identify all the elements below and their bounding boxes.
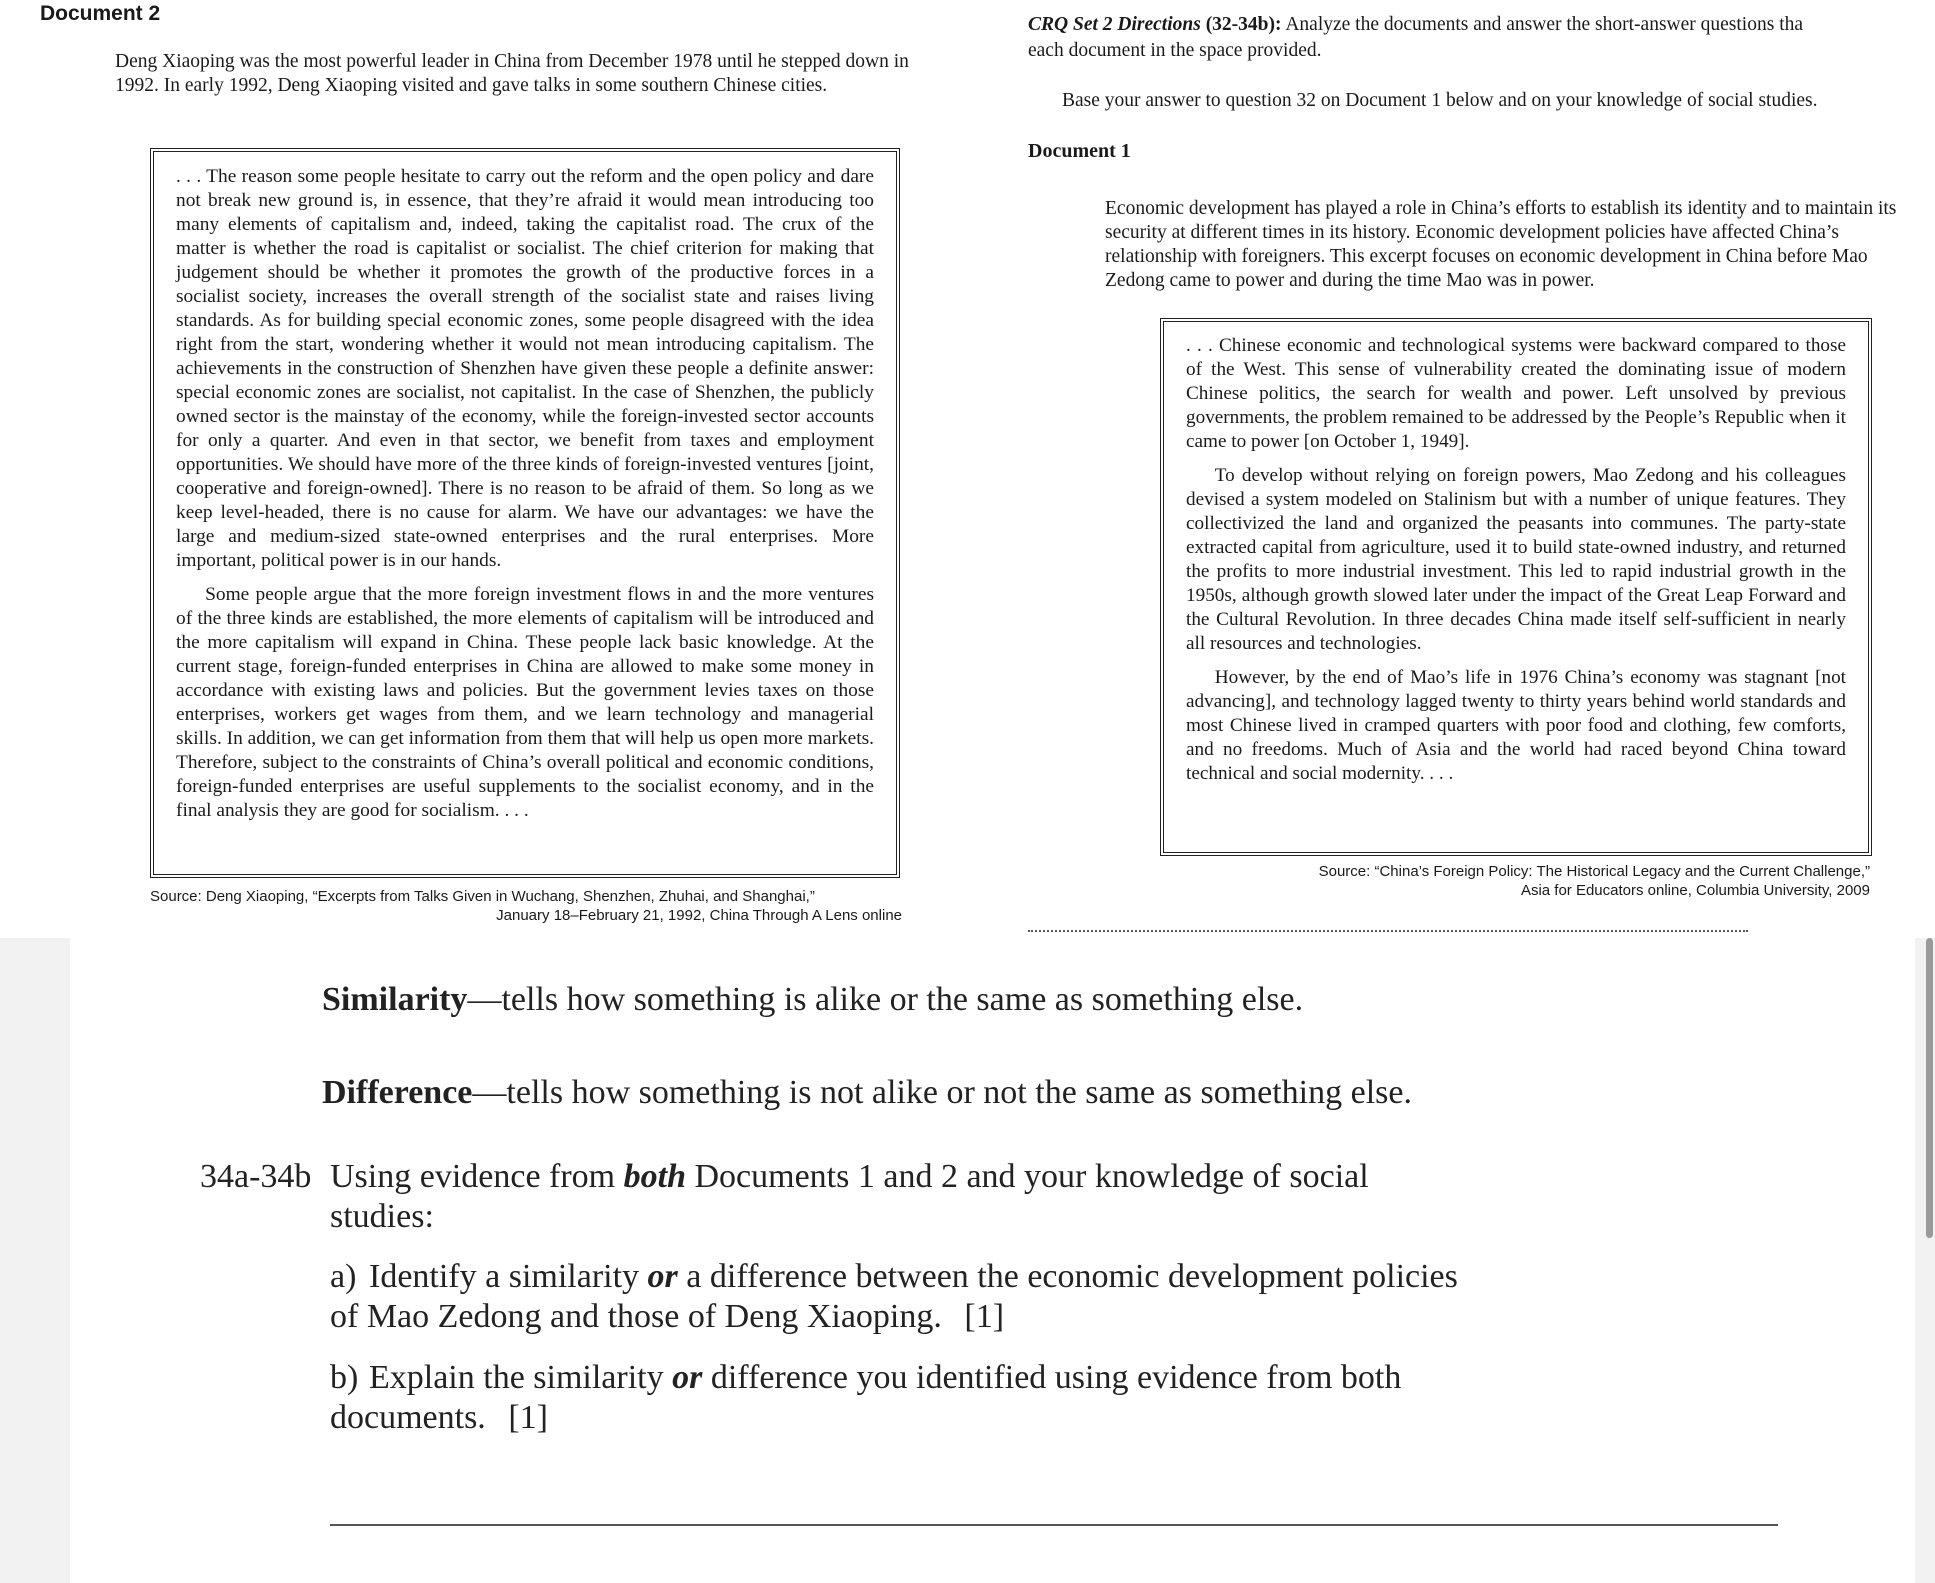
similarity-text: —tells how something is alike or the same as something else. — [467, 981, 1304, 1018]
question-34-stem-pre: Using evidence from — [330, 1158, 616, 1195]
panel-left-margin — [0, 938, 70, 1583]
similarity-term: Similarity — [322, 981, 468, 1018]
part-a-post: a difference between the economic development policies of Mao Zedong and those of Deng Xiaoping. — [330, 1258, 1458, 1335]
part-b-post: difference you identified using evidence from both documents. — [330, 1359, 1402, 1436]
document-2-excerpt-paragraph-2: Some people argue that the more foreign investment flows in and the more ventures of the three kinds are established, the more elements of capitalism will be introduced and the more capitalism will expand in China. These people lack basic knowledge. At the current stage, foreign-funded enterprises in China are allowed to make some money in accordance with existing laws and policies. But the government levies taxes on those enterprises, workers get wages from them, and we learn technology and managerial skills. In addition, we can get information from them that will help us open more markets. Therefore, subject to the constraints of China’s overall political and economic conditions, foreign-funded enterprises are useful supplements to the socialist economy, and in the final analysis they are good for socialism. . . . — [176, 584, 874, 821]
question-34-part-b — [330, 1358, 1480, 1438]
document-1-excerpt-paragraph-1: . . . Chinese economic and technological systems were backward compared to those of the West. This sense of vulnerability created the dominating issue of modern Chinese politics, the search for wealth and power. Left unsolved by previous governments, the problem remained to be addressed by the People’s Republic when it came to power [on October 1, 1949]. — [1186, 335, 1846, 452]
crq-directions — [1028, 12, 1935, 64]
crq-directions-range: (32-34b): — [1205, 14, 1282, 35]
document-1-source-line-2: Asia for Educators online, Columbia University, 2009 — [1520, 882, 1870, 899]
document-2-heading: Document 2 — [40, 2, 161, 25]
document-2-excerpt-paragraph-1: . . . The reason some people hesitate to carry out the reform and the open policy and dare not break new ground is, in essence, that they’re afraid it would mean introducing too many elements of capitalism and, indeed, taking the capitalist road. The crux of the matter is whether the road is capitalist or socialist. The chief criterion for making that judgement should be whether it promotes the growth of the productive forces in a socialist society, increases the overall strength of the socialist state and raises living standards. As for building special economic zones, some people disagreed with the idea right from the start, wondering whether it would not mean introducing capitalism. The achievements in the construction of Shenzhen have given these people a definite answer: special economic zones are socialist, not capitalist. In the case of Shenzhen, the publicly owned sector is the mainstay of the economy, while the foreign-invested sector accounts for only a quarter. And even in that sector, we benefit from taxes and employment opportunities. We should have more of the three kinds of foreign-invested ventures [joint, cooperative and foreign-owned]. There is no reason to be afraid of them. So long as we keep level-headed, there is no cause for alarm. We have our advantages: we have the large and medium-sized state-owned enterprises and the rural enterprises. More important, political power is in our hands. — [176, 166, 874, 571]
document-2-intro: Deng Xiaoping was the most powerful leader in China from December 1978 until he stepped down in 1992. In early 1992, Deng Xiaoping visited and gave talks in some southern Chinese cities. — [115, 51, 909, 96]
part-b-or: or — [672, 1359, 703, 1396]
difference-text: —tells how something is not alike or not the same as something else. — [472, 1074, 1412, 1111]
document-1-excerpt-box — [1160, 318, 1872, 856]
part-b-points: [1] — [508, 1399, 548, 1436]
difference-term: Difference — [322, 1074, 473, 1111]
document-2-source-line-1: Source: Deng Xiaoping, “Excerpts from Talks Given in Wuchang, Shenzhen, Zhuhai, and Shanghai,” — [150, 888, 815, 905]
document-1-heading: Document 1 — [1028, 140, 1131, 162]
document-1-intro: Economic development has played a role in China’s efforts to establish its identity and to maintain its security at different times in its history. Economic development policies have affected China’s relationship with foreigners. This excerpt focuses on economic development in China before Mao Zedong came to power and during the time Mao was in power. — [1105, 198, 1897, 291]
crq-directions-label: CRQ Set 2 Directions — [1028, 14, 1201, 35]
part-b-pre: Explain the similarity — [369, 1359, 664, 1396]
part-a-or: or — [647, 1258, 678, 1295]
answer-line[interactable] — [330, 1524, 1778, 1526]
part-a-pre: Identify a similarity — [369, 1258, 640, 1295]
document-1-source-line-1: Source: “China’s Foreign Policy: The Historical Legacy and the Current Challenge,” — [1318, 863, 1870, 880]
question-34-number: 34a-34b — [200, 1158, 312, 1195]
question-32-prompt: Base your answer to question 32 on Document 1 below and on your knowledge of social studies. — [1062, 90, 1818, 111]
similarity-definition — [322, 980, 1303, 1020]
cut-off-text-line — [1028, 930, 1748, 938]
question-34-part-a — [330, 1257, 1480, 1337]
part-a-letter: a) — [330, 1258, 357, 1295]
question-34-stem-post: Documents 1 and 2 and your knowledge of social studies: — [330, 1158, 1369, 1235]
document-2-excerpt-box — [150, 148, 900, 878]
crq-directions-text-2: each document in the space provided. — [1028, 40, 1322, 61]
difference-definition — [322, 1073, 1412, 1113]
document-1-excerpt-paragraph-3: However, by the end of Mao’s life in 1976 China’s economy was stagnant [not advancing], and technology lagged twenty to thirty years behind world standards and most Chinese lived in cramped quarters with poor food and clothing, few comforts, and no freedoms. Much of Asia and the world had raced beyond China toward technical and social modernity. . . . — [1186, 667, 1846, 784]
scrollbar-thumb[interactable] — [1926, 938, 1933, 1238]
document-2-source-line-2: January 18–February 21, 1992, China Through A Lens online — [496, 907, 902, 924]
document-2-source — [150, 887, 902, 925]
part-a-points: [1] — [964, 1298, 1005, 1335]
crq-directions-text: Analyze the documents and answer the short-answer questions tha — [1285, 14, 1804, 35]
document-1-source — [1170, 862, 1870, 900]
part-b-letter: b) — [330, 1359, 359, 1396]
document-1-excerpt-paragraph-2: To develop without relying on foreign powers, Mao Zedong and his colleagues devised a system modeled on Stalinism but with a number of unique features. They collectivized the land and organized the peasants into communes. The party-state extracted capital from agriculture, used it to build state-owned industry, and returned the profits to more industrial investment. This led to rapid industrial growth in the 1950s, although growth slowed later under the impact of the Great Leap Forward and the Cultural Revolution. In three decades China made itself self-sufficient in nearly all resources and technologies. — [1186, 465, 1846, 654]
question-34-stem — [330, 1157, 1480, 1237]
question-34-stem-both: both — [623, 1158, 686, 1195]
